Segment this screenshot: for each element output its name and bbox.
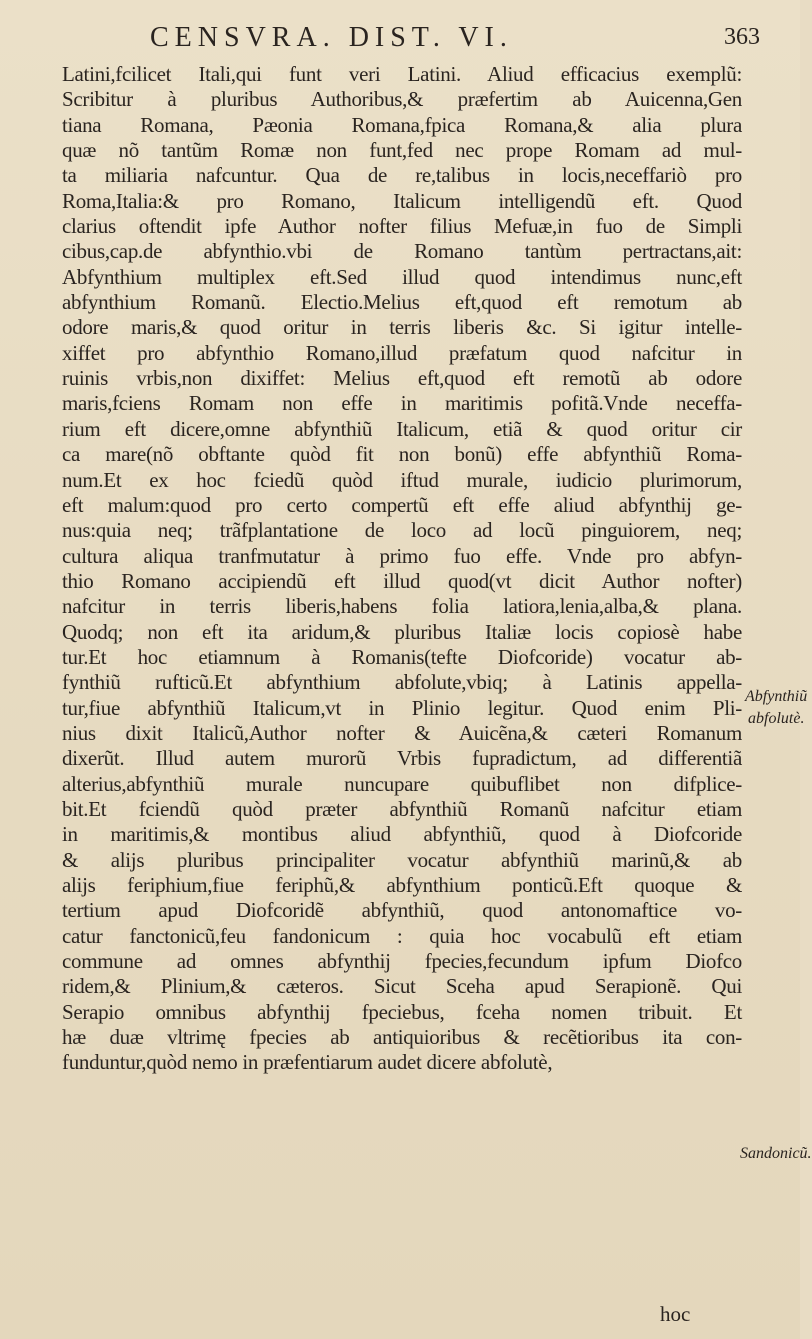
text-line: num.Et ex hoc fciedũ quòd iftud murale, iudicio plurimorum,	[62, 467, 742, 492]
text-line: ruinis vrbis,non dixiffet: Melius eft,quod eft remotũ ab odore	[62, 366, 742, 391]
text-line: tiana Romana, Pæonia Romana,fpica Romana,& alia plura	[62, 112, 742, 137]
text-line: & alijs pluribus principaliter vocatur abfynthiũ marinũ,& ab	[62, 847, 742, 872]
text-line: tertium apud Diofcoridẽ abfynthiũ, quod antonomaftice vo-	[62, 898, 742, 923]
text-line: xiffet pro abfynthio Romano,illud præfatum quod nafcitur in	[62, 340, 742, 365]
body-text	[62, 62, 742, 1076]
text-line: clarius oftendit ipfe Author nofter filius Mefuæ,in fuo de Simpli	[62, 214, 742, 239]
text-line: tur.Et hoc etiamnum à Romanis(tefte Diofcoride) vocatur ab-	[62, 644, 742, 669]
text-line: fynthiũ rufticũ.Et abfynthium abfolute,vbiq; à Latinis appella-	[62, 670, 742, 695]
text-line: Quodq; non eft ita aridum,& pluribus Italiæ locis copiosè habe	[62, 619, 742, 644]
text-line: catur fanctonicũ,feu fandonicum : quia hoc vocabulũ eft etiam	[62, 923, 742, 948]
text-line: bit.Et fciendũ quòd præter abfynthiũ Romanũ nafcitur etiam	[62, 796, 742, 821]
text-line: maris,fciens Romam non effe in maritimis pofitã.Vnde neceffa-	[62, 391, 742, 416]
text-line: Abfynthium multiplex eft.Sed illud quod intendimus nunc,eft	[62, 264, 742, 289]
text-line: rium eft dicere,omne abfynthiũ Italicum, etiã & quod oritur cir	[62, 416, 742, 441]
text-line: Scribitur à pluribus Authoribus,& præfertim ab Auicenna,Gen	[62, 87, 742, 112]
text-line: abfynthium Romanũ. Electio.Melius eft,quod eft remotum ab	[62, 290, 742, 315]
text-line: dixerũt. Illud autem murorũ Vrbis fupradictum, ad differentiã	[62, 746, 742, 771]
text-line: cibus,cap.de abfynthio.vbi de Romano tantùm pertractans,ait:	[62, 239, 742, 264]
text-line: odore maris,& quod oritur in terris liberis &c. Si igitur intelle-	[62, 315, 742, 340]
text-line: in maritimis,& montibus aliud abfynthiũ, quod à Diofcoride	[62, 822, 742, 847]
text-line: ridem,& Plinium,& cæteros. Sicut Sceha apud Serapionẽ. Qui	[62, 974, 742, 999]
text-line: Roma,Italia:& pro Romano, Italicum intelligendũ eft. Quod	[62, 188, 742, 213]
text-line: eft malum:quod pro certo compertũ eft effe aliud abfynthij ge-	[62, 492, 742, 517]
text-line: nafcitur in terris liberis,habens folia latiora,lenia,alba,& plana.	[62, 594, 742, 619]
text-line: nius dixit Italicũ,Author nofter & Auicẽna,& cæteri Romanum	[62, 720, 742, 745]
marginal-note-absynthium: Abfynthiũ	[745, 688, 808, 705]
page-number: 363	[724, 24, 760, 50]
running-head: CENSVRA. DIST. VI.	[150, 22, 513, 53]
text-line: Serapio omnibus abfynthij fpeciebus, fceha nomen tribuit. Et	[62, 999, 742, 1024]
marginal-note-sandonicum: Sandonicũ.	[740, 1145, 812, 1162]
text-line: thio Romano accipiendũ eft illud quod(vt dicit Author nofter)	[62, 568, 742, 593]
text-line: tur,fiue abfynthiũ Italicum,vt in Plinio legitur. Quod enim Pli-	[62, 695, 742, 720]
catchword: hoc	[660, 1302, 691, 1326]
text-line: Latini,fcilicet Itali,qui funt veri Latini. Aliud efficacius exemplũ:	[62, 62, 742, 86]
text-line: quæ nõ tantũm Romæ non funt,fed nec prope Romam ad mul-	[62, 138, 742, 163]
text-line: nus:quia neq; trãfplantatione de loco ad locũ pinguiorem, neq;	[62, 518, 742, 543]
text-line: cultura aliqua tranfmutatur à primo fuo effe. Vnde pro abfyn-	[62, 543, 742, 568]
marginal-note-absolute: abfolutè.	[748, 710, 805, 727]
text-line: ta miliaria nafcuntur. Qua de re,talibus in locis,neceffariò pro	[62, 163, 742, 188]
text-line: hæ duæ vltrimę fpecies ab antiquioribus & recẽtioribus ita con-	[62, 1025, 742, 1050]
text-line: commune ad omnes abfynthij fpecies,fecundum ipfum Diofco	[62, 949, 742, 974]
text-line: alijs feriphium,fiue feriphũ,& abfynthium ponticũ.Eft quoque &	[62, 873, 742, 897]
text-line: alterius,abfynthiũ murale nuncupare quibuflibet non difplice-	[62, 771, 742, 796]
page-header	[60, 22, 760, 60]
text-line: funduntur,quòd nemo in præfentiarum audet dicere abfolutè,	[62, 1050, 553, 1075]
text-line: ca mare(nõ obftante quòd fit non bonũ) effe abfynthiũ Roma-	[62, 442, 742, 467]
